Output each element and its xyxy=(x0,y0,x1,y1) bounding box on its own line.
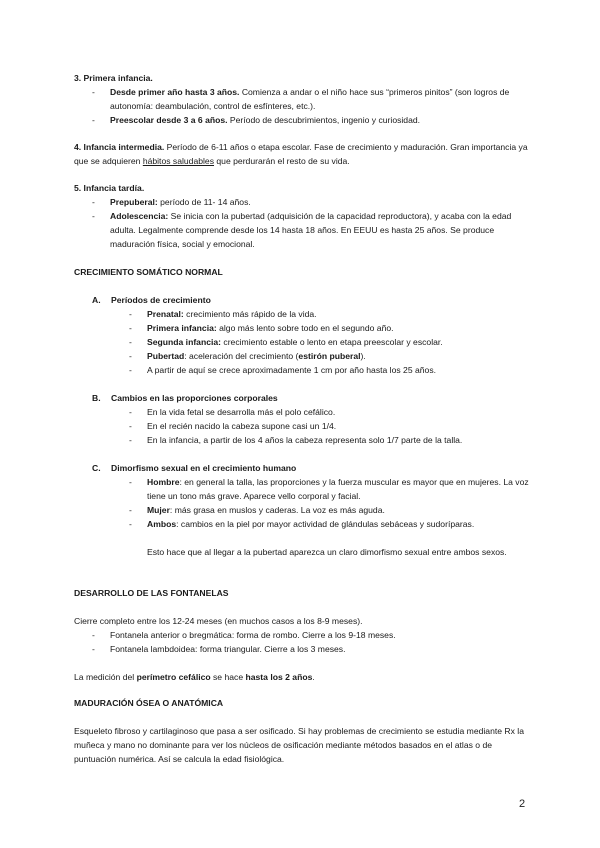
list-item: - Preescolar desde 3 a 6 años. Período de descubrimientos, ingenio y curiosidad. xyxy=(92,114,534,128)
dimorfismo-conclusion: Esto hace que al llegar a la pubertad aparezca un claro dimorfismo sexual entre ambos sexos. xyxy=(147,546,507,557)
list-item: - En la infancia, a partir de los 4 años la cabeza representa solo 1/7 parte de la talla. xyxy=(129,434,534,448)
list-item: - Ambos: cambios en la piel por mayor actividad de glándulas sebáceas y sudoríparas. xyxy=(129,518,534,532)
list-item: - Adolescencia: Se inicia con la pubertad (adquisición de la capacidad reproductora), y acaba con la edad adulta. Legalmente comprende desde los 14 hasta 18 años. En EEUU es hasta 25 años. Se produce maduración física, social y emocional. xyxy=(92,210,534,252)
list-item: - En la vida fetal se desarrolla más el polo cefálico. xyxy=(129,406,534,420)
list-item: - Primera infancia: algo más lento sobre todo en el segundo año. xyxy=(129,322,534,336)
primera-infancia-heading: 3. Primera infancia. xyxy=(74,73,153,83)
subsection-periodos xyxy=(74,294,534,377)
list-item: - A partir de aquí se crece aproximadamente 1 cm por año hasta los 25 años. xyxy=(129,364,534,378)
list-item: - Segunda infancia: crecimiento estable o lento en etapa preescolar y escolar. xyxy=(129,336,534,350)
list-item: - Desde primer año hasta 3 años. Comienza a andar o el niño hace sus “primeros pinitos” (son logros de autonomía: deambulación, control de esfínteres, etc.). xyxy=(92,86,534,114)
list-item: - Mujer: más grasa en muslos y caderas. La voz es más aguda. xyxy=(129,504,534,518)
subsection-dimorfismo xyxy=(74,462,534,559)
subsection-c-title: C. Dimorfismo sexual en el crecimiento humano xyxy=(92,463,297,473)
fontanelas-intro: Cierre completo entre los 12-24 meses (en muchos casos a los 8-9 meses). xyxy=(74,615,363,626)
crecimiento-heading: CRECIMIENTO SOMÁTICO NORMAL xyxy=(74,267,223,277)
section-primera-infancia xyxy=(74,72,534,128)
section-fontanelas xyxy=(74,587,534,685)
list-item: - Fontanela anterior o bregmática: forma de rombo. Cierre a los 9-18 meses. xyxy=(92,629,534,643)
section-infancia-intermedia xyxy=(74,141,534,169)
list-item: - Hombre: en general la talla, las proporciones y la fuerza muscular es mayor que en mujeres. La voz tiene un tono más grave. Aparece vello corporal y facial. xyxy=(129,476,534,504)
subsection-a-title: A. Períodos de crecimiento xyxy=(92,295,211,305)
maduracion-heading: MADURACIÓN ÓSEA O ANATÓMICA xyxy=(74,698,224,708)
section-crecimiento xyxy=(74,266,534,280)
list-item: - Fontanela lambdoidea: forma triangular. Cierre a los 3 meses. xyxy=(92,643,534,657)
list-item: - Prepuberal: período de 11- 14 años. xyxy=(92,196,534,210)
maduracion-paragraph: Esqueleto fibroso y cartilaginoso que pasa a ser osificado. Si hay problemas de crecimiento se estudia mediante Rx la muñeca y mano no dominante para ver los núcleos de osificación mediante métodos basados en el atlas o de puntuación numérica. Así se calcula la edad fisiológica. xyxy=(74,725,524,764)
infancia-tardia-heading: 5. Infancia tardía. xyxy=(74,183,145,193)
section-infancia-tardia xyxy=(74,182,534,252)
list-item: - Prenatal: crecimiento más rápido de la vida. xyxy=(129,308,534,322)
subsection-proporciones xyxy=(74,392,534,448)
subsection-b-title: B. Cambios en las proporciones corporales xyxy=(92,393,278,403)
perimetro-cefalico-note: La medición del perímetro cefálico se hace hasta los 2 años. xyxy=(74,671,315,682)
list-item: - Pubertad: aceleración del crecimiento (estirón puberal). xyxy=(129,350,534,364)
infancia-intermedia-paragraph: 4. Infancia intermedia. Período de 6-11 años o etapa escolar. Fase de crecimiento y maduración. Gran importancia ya que se adquieren hábitos saludables que perdurarán el resto de su vida. xyxy=(74,142,528,166)
fontanelas-heading: DESARROLLO DE LAS FONTANELAS xyxy=(74,588,229,598)
page-number: 2 xyxy=(519,798,526,810)
section-maduracion xyxy=(74,697,534,767)
list-item: - En el recién nacido la cabeza supone casi un 1/4. xyxy=(129,420,534,434)
